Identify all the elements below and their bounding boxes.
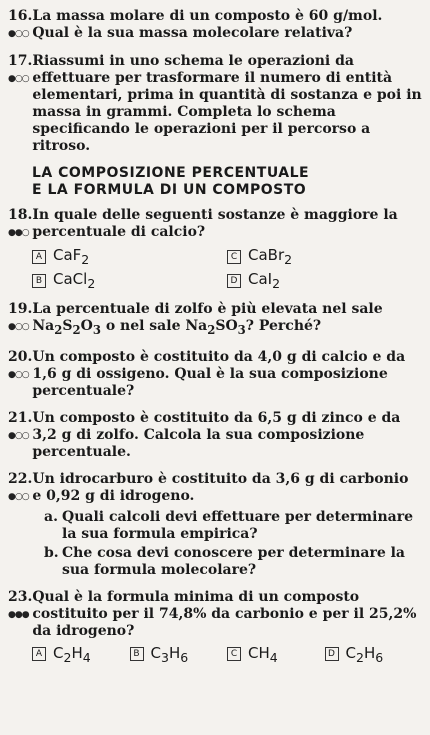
exercise-17	[8, 53, 422, 155]
option-formula: CaBr$_2$	[248, 246, 293, 267]
answer-options	[32, 644, 422, 665]
exercise-number: 17.	[8, 53, 33, 69]
sub-questions	[44, 509, 422, 579]
option-formula: $CH_4$	[248, 643, 278, 665]
option-letter: B	[130, 647, 144, 661]
exercise-number: 16.	[8, 8, 33, 24]
exercise-number: 20.	[8, 348, 33, 365]
exercise-23	[8, 589, 422, 665]
sub-question-a: a. Quali calcoli devi effettuare per determinare la sua formula empirica?	[44, 508, 413, 542]
option-b[interactable]	[130, 644, 228, 665]
option-letter: A	[32, 250, 46, 264]
option-c[interactable]	[227, 644, 325, 665]
option-letter: D	[227, 274, 241, 288]
exercise-number: 18.	[8, 207, 33, 223]
difficulty-dots: ●○○	[8, 369, 29, 380]
option-formula: $C_2H_4$	[53, 643, 91, 665]
option-formula: CaI$_2$	[248, 270, 281, 291]
exercise-21	[8, 410, 422, 461]
option-letter: B	[32, 274, 46, 288]
sub-question-b: b. Che cosa devi conoscere per determinare la sua formula molecolare?	[44, 544, 405, 578]
option-letter: D	[325, 647, 339, 661]
exercise-text: La massa molare di un composto è 60 g/mol. Qual è la sua massa molecolare relativa?	[32, 8, 383, 41]
option-letter: A	[32, 647, 46, 661]
section-title: LA COMPOSIZIONE PERCENTUALE E LA FORMULA DI UN COMPOSTO	[32, 165, 310, 198]
option-d[interactable]	[325, 644, 423, 665]
option-letter: C	[227, 647, 241, 661]
exercise-19	[8, 301, 422, 339]
difficulty-dots: ●○○	[8, 322, 29, 332]
exercise-22	[8, 471, 422, 579]
exercise-text: Qual è la formula minima di un composto costituito per il 74,8% da carbonio e per il 25,2% da idrogeno?	[32, 588, 417, 639]
difficulty-dots: ●○○	[8, 491, 29, 502]
exercise-16	[8, 8, 422, 43]
difficulty-dots: ●○○	[8, 74, 29, 84]
option-letter: C	[227, 250, 241, 264]
exercise-text: La percentuale di zolfo è più elevata nel sale $Na_2S_2O_3$ o nel sale $Na_2SO_3$? Perché?	[32, 301, 383, 337]
option-formula: $C_2H_6$	[345, 643, 384, 665]
option-d[interactable]	[227, 270, 422, 291]
option-a[interactable]	[32, 644, 130, 665]
option-c[interactable]	[227, 246, 422, 267]
exercise-text: In quale delle seguenti sostanze è maggiore la percentuale di calcio?	[32, 207, 398, 240]
exercise-20	[8, 349, 422, 400]
option-b[interactable]	[32, 270, 227, 291]
answer-options	[32, 246, 422, 291]
difficulty-dots: ●●●	[8, 609, 29, 620]
exercise-number: 21.	[8, 409, 33, 426]
option-a[interactable]	[32, 246, 227, 267]
exercise-number: 22.	[8, 470, 33, 487]
option-formula: CaF$_2$	[53, 246, 90, 267]
difficulty-dots: ●○○	[8, 430, 29, 441]
exercise-text: Riassumi in uno schema le operazioni da effettuare per trasformare il numero di entità elementari, prima in quantità di sostanza e poi in massa in grammi. Completa lo schema specificando le operazioni per il percorso a ritroso.	[32, 53, 422, 154]
option-formula: CaCl$_2$	[53, 270, 96, 291]
exercise-number: 19.	[8, 301, 33, 317]
exercise-text: Un composto è costituito da 6,5 g di zinco e da 3,2 g di zolfo. Calcola la sua composizione percentuale.	[32, 409, 401, 460]
exercise-18	[8, 207, 422, 291]
exercise-text: Un idrocarburo è costituito da 3,6 g di carbonio e 0,92 g di idrogeno.	[32, 470, 409, 504]
difficulty-dots: ●●○	[8, 228, 29, 238]
exercise-number: 23.	[8, 588, 33, 605]
option-formula: $C_3H_6$	[150, 643, 189, 665]
difficulty-dots: ●○○	[8, 29, 29, 39]
exercise-text: Un composto è costituito da 4,0 g di calcio e da 1,6 g di ossigeno. Qual è la sua composizione percentuale?	[32, 348, 406, 399]
